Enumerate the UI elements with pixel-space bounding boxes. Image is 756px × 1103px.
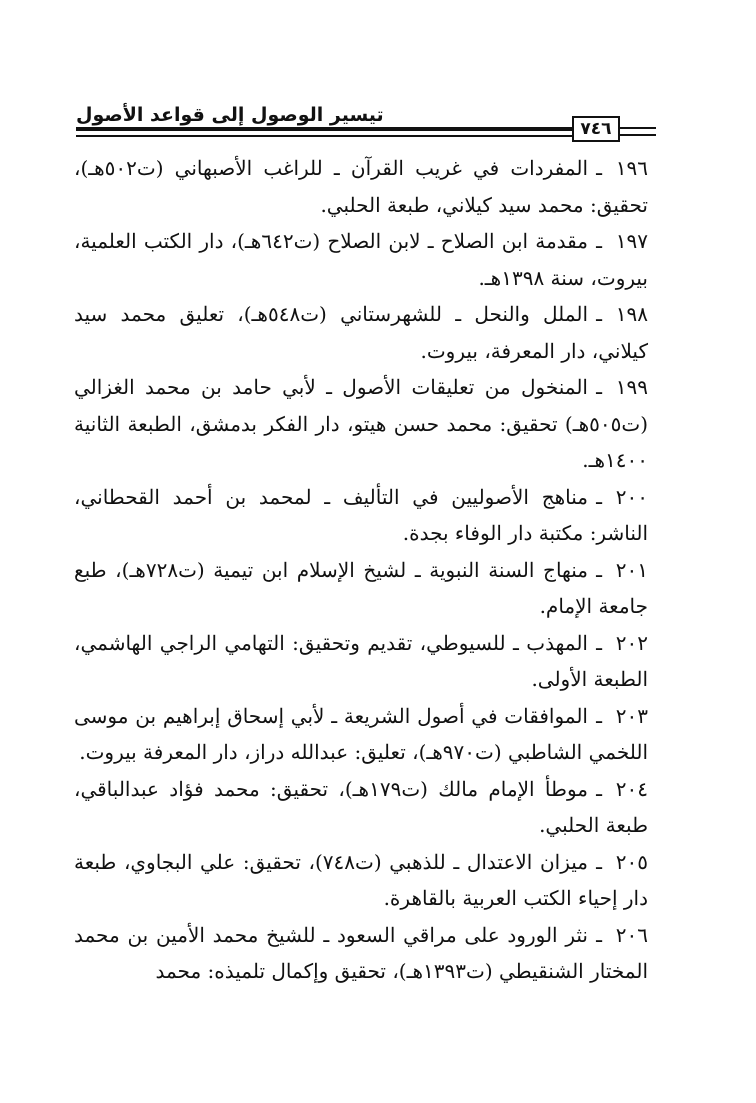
bibliography-entry: ٢٠٠ـمناهج الأصوليين في التأليف ـ لمحمد بن أحمد القحطاني، الناشر: مكتبة دار الوفاء بجدة.: [74, 479, 648, 552]
entry-number: ١٩٨: [615, 302, 649, 326]
header-rule: [76, 127, 572, 131]
entry-text: المنخول من تعليقات الأصول ـ لأبي حامد بن محمد الغزالي (ت٥٠٥هـ) تحقيق: محمد حسن هيتو، دار الفكر بدمشق، الطبعة الثانية ١٤٠٠هـ.: [74, 375, 648, 472]
entry-number: ٢٠٠: [615, 484, 648, 509]
bibliography-entry: ١٩٧ـمقدمة ابن الصلاح ـ لابن الصلاح (ت٦٤٢هـ)، دار الكتب العلمية، بيروت، سنة ١٣٩٨هـ.: [74, 223, 648, 296]
entry-text: مقدمة ابن الصلاح ـ لابن الصلاح (ت٦٤٢هـ)، دار الكتب العلمية، بيروت، سنة ١٣٩٨هـ.: [74, 229, 648, 290]
page-number: ٧٤٦: [572, 116, 620, 142]
entry-text: نثر الورود على مراقي السعود ـ للشيخ محمد الأمين بن محمد المختار الشنقيطي (ت١٣٩٣هـ)، تحقيق وإكمال تلميذه: محمد: [74, 922, 648, 983]
entry-number: ١٩٩: [615, 375, 648, 399]
bibliography-entry: ١٩٦ـالمفردات في غريب القرآن ـ للراغب الأصبهاني (ت٥٠٢هـ)، تحقيق: محمد سيد كيلاني، طبعة الحلبي.: [74, 150, 648, 223]
running-title: تيسير الوصول إلى قواعد الأصول: [76, 104, 384, 126]
entry-number: ٢٠١: [615, 557, 648, 582]
entry-number: ١٩٦: [615, 156, 648, 180]
entry-number: ٢٠٥: [615, 849, 648, 874]
bibliography-entry: ٢٠٦ـنثر الورود على مراقي السعود ـ للشيخ محمد الأمين بن محمد المختار الشنقيطي (ت١٣٩٣هـ)، تحقيق وإكمال تلميذه: محمد: [74, 917, 648, 990]
bibliography-entry: ٢٠١ـمنهاج السنة النبوية ـ لشيخ الإسلام ابن تيمية (ت٧٢٨هـ)، طبع جامعة الإمام.: [74, 552, 648, 625]
entry-number: ١٩٧: [615, 229, 649, 253]
entry-text: مناهج الأصوليين في التأليف ـ لمحمد بن أحمد القحطاني، الناشر: مكتبة دار الوفاء بجدة.: [74, 484, 648, 545]
entry-number: ٢٠٦: [615, 922, 648, 947]
entry-text: المفردات في غريب القرآن ـ للراغب الأصبهاني (ت٥٠٢هـ)، تحقيق: محمد سيد كيلاني، طبعة الحلبي.: [74, 156, 648, 217]
entry-text: المهذب ـ للسيوطي، تقديم وتحقيق: التهامي الراجي الهاشمي، الطبعة الأولى.: [74, 630, 648, 691]
bibliography-entry: ٢٠٣ـالموافقات في أصول الشريعة ـ لأبي إسحاق إبراهيم بن موسى اللخمي الشاطبي (ت٩٧٠هـ)، تعليق: عبدالله دراز، دار المعرفة بيروت.: [74, 698, 648, 771]
header-rule-right: [620, 127, 656, 129]
entry-number: ٢٠٤: [615, 776, 648, 801]
entry-text: الملل والنحل ـ للشهرستاني (ت٥٤٨هـ)، تعليق محمد سيد كيلاني، دار المعرفة، بيروت.: [74, 302, 648, 363]
bibliography-entry: ١٩٨ـالملل والنحل ـ للشهرستاني (ت٥٤٨هـ)، تعليق محمد سيد كيلاني، دار المعرفة، بيروت.: [74, 296, 648, 369]
entry-text: منهاج السنة النبوية ـ لشيخ الإسلام ابن تيمية (ت٧٢٨هـ)، طبع جامعة الإمام.: [74, 557, 648, 618]
header-rule-right-2: [620, 134, 656, 136]
entry-text: موطأ الإمام مالك (ت١٧٩هـ)، تحقيق: محمد فؤاد عبدالباقي، طبعة الحلبي.: [74, 776, 648, 837]
entry-text: الموافقات في أصول الشريعة ـ لأبي إسحاق إبراهيم بن موسى اللخمي الشاطبي (ت٩٧٠هـ)، تعليق: عبدالله دراز، دار المعرفة بيروت.: [74, 703, 648, 764]
bibliography-entry: ٢٠٥ـميزان الاعتدال ـ للذهبي (ت٧٤٨)، تحقيق: علي البجاوي، طبعة دار إحياء الكتب العربية بالقاهرة.: [74, 844, 648, 917]
entry-text: ميزان الاعتدال ـ للذهبي (ت٧٤٨)، تحقيق: علي البجاوي، طبعة دار إحياء الكتب العربية بالقاهرة.: [74, 849, 648, 910]
entry-number: ٢٠٢: [615, 630, 648, 655]
bibliography-list: [74, 150, 648, 990]
bibliography-entry: ٢٠٢ـالمهذب ـ للسيوطي، تقديم وتحقيق: التهامي الراجي الهاشمي، الطبعة الأولى.: [74, 625, 648, 698]
bibliography-entry: ٢٠٤ـموطأ الإمام مالك (ت١٧٩هـ)، تحقيق: محمد فؤاد عبدالباقي، طبعة الحلبي.: [74, 771, 648, 844]
header-rule-thin: [76, 135, 572, 137]
entry-number: ٢٠٣: [615, 703, 648, 728]
bibliography-entry: ١٩٩ـالمنخول من تعليقات الأصول ـ لأبي حامد بن محمد الغزالي (ت٥٠٥هـ) تحقيق: محمد حسن هيتو، دار الفكر بدمشق، الطبعة الثانية ١٤٠٠هـ.: [74, 369, 648, 479]
